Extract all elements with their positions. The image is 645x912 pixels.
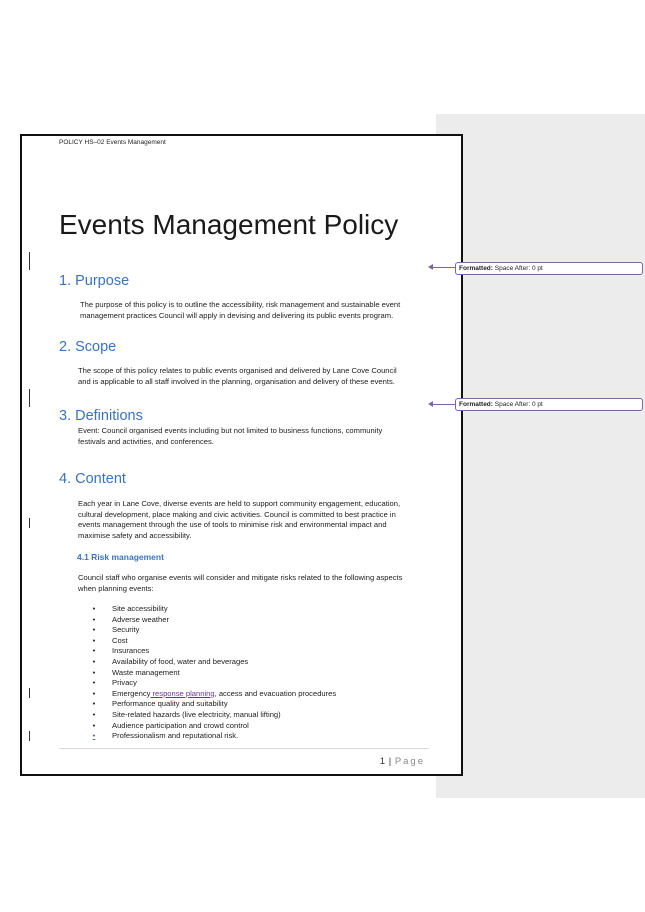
- definitions-paragraph: Event: Council organised events including but not limited to business functions, community festivals and activities, and conferences.: [78, 426, 383, 446]
- list-item: • Performance quality and suitability: [92, 699, 228, 709]
- list-item: • Availability of food, water and beverages: [92, 656, 249, 666]
- page-number: 1 | Page: [379, 756, 425, 767]
- list-item: • Audience participation and crowd control: [92, 720, 249, 730]
- balloon-connector: [433, 267, 455, 268]
- list-item: • Insurances: [92, 646, 150, 656]
- heading-purpose: 1. Purpose: [59, 273, 130, 289]
- document-page: [20, 134, 463, 776]
- subheading-risk-management: 4.1 Risk management: [77, 552, 164, 562]
- list-item: • Site accessibility: [92, 604, 168, 613]
- risk-intro-paragraph: Council staff who organise events will consider and mitigate risks related to the following aspects when planning events:: [78, 573, 403, 593]
- list-item: • Cost: [92, 635, 128, 645]
- markup-pane: [436, 114, 645, 798]
- format-comment-balloon[interactable]: Formatted: Space After: 0 pt: [455, 262, 643, 275]
- page-header: POLICY HS–02 Events Management: [59, 139, 166, 146]
- heading-definitions: 3. Definitions: [59, 408, 143, 424]
- heading-content: 4. Content: [59, 471, 126, 487]
- change-bar: [29, 688, 30, 698]
- list-item: • Security: [92, 625, 140, 635]
- format-comment-balloon[interactable]: Formatted: Space After: 0 pt: [455, 398, 643, 411]
- document-title: Events Management Policy: [59, 209, 399, 240]
- footer-divider: [59, 748, 429, 749]
- change-bar: [29, 389, 30, 407]
- purpose-paragraph: The purpose of this policy is to outline the accessibility, risk management and sustainable event management practices Council will apply in devising and delivering its public events program.: [80, 300, 401, 320]
- list-item: • Site-related hazards (live electricity, manual lifting): [92, 709, 281, 719]
- change-bar: [29, 518, 30, 528]
- response-planning-link[interactable]: response planning: [150, 688, 215, 698]
- list-item: • Privacy: [92, 678, 137, 688]
- risk-list: [84, 604, 424, 742]
- balloon-connector: [433, 404, 455, 405]
- scope-paragraph: The scope of this policy relates to public events organised and delivered by Lane Cove Council and is applicable to all staff involved in the planning, organisation and delivery of these events.: [78, 366, 397, 386]
- content-paragraph: Each year in Lane Cove, diverse events are held to support community engagement, education, cultural development, place making and civic activities. Council is committed to best practice in events management through the use of tools to minimise risk and environmental impact and maximise safety and accessibility.: [78, 499, 401, 540]
- list-item: • Adverse weather: [92, 614, 169, 624]
- heading-scope: 2. Scope: [59, 339, 117, 355]
- list-item: • Professionalism and reputational risk.: [92, 731, 239, 741]
- change-bar: [29, 731, 30, 741]
- change-bar: [29, 252, 30, 270]
- list-item-emergency: • Emergency response planning, access and evacuation procedures: [92, 688, 337, 698]
- list-item: • Waste management: [92, 667, 180, 677]
